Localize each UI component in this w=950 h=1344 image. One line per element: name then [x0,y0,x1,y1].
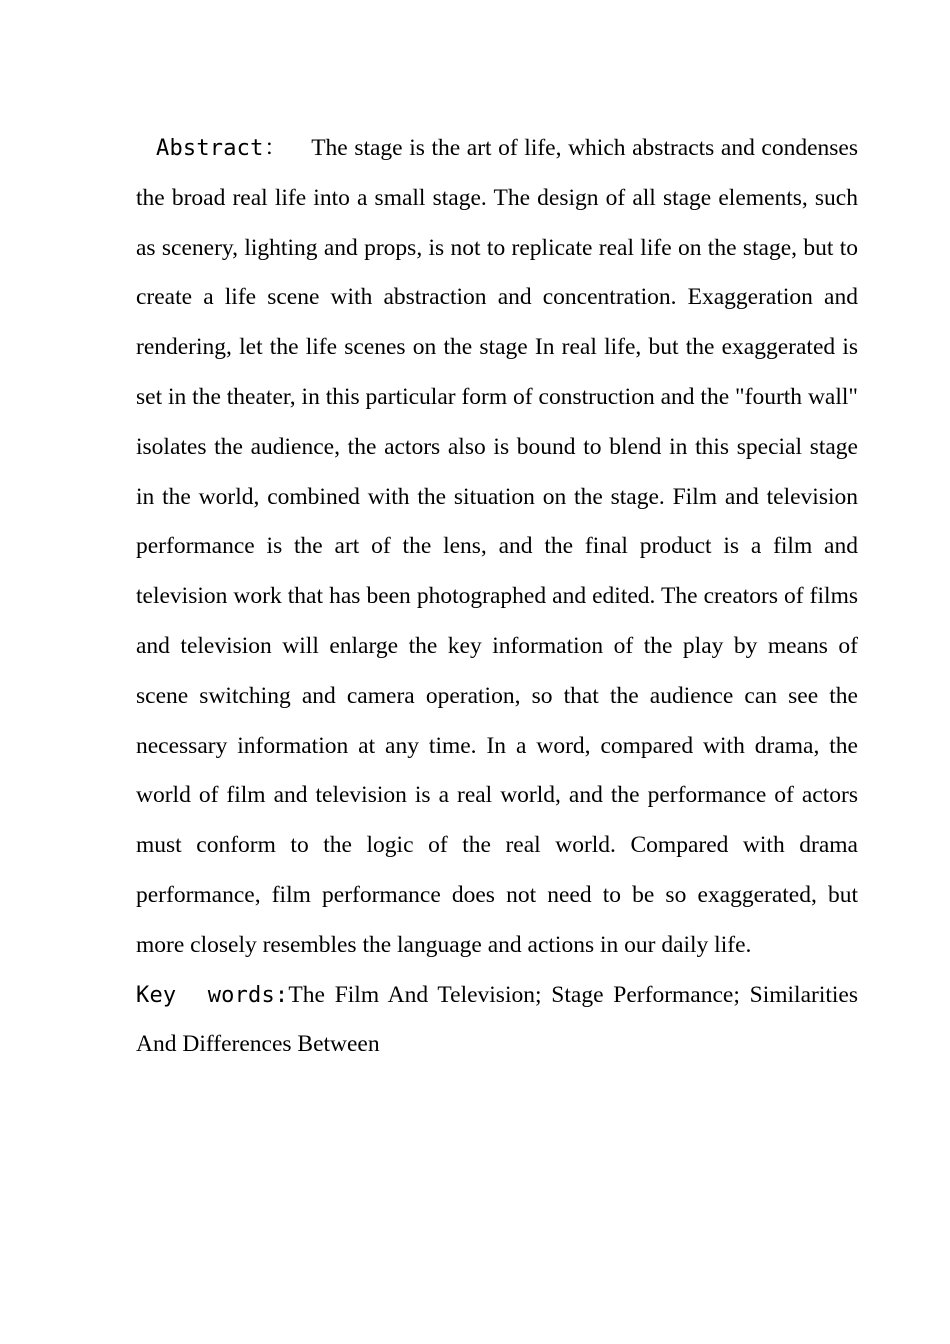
abstract-text: The stage is the art of life, which abstracts and condenses the broad real life into a small stage. The design of all stage elements, such as scenery, lighting and props, is not to replicate real life on the stage, but to create a life scene with abstraction and concentration. Exaggeration and rendering, let the life scenes on the stage In real life, but the exaggerated is set in the theater, in this particular form of construction and the "fourth wall" isolates the audience, the actors also is bound to blend in this special stage in the world, combined with the situation on the stage. Film and television performance is the art of the lens, and the final product is a film and television work that has been photographed and edited. The creators of films and television will enlarge the key information of the play by means of scene switching and camera operation, so that the audience can see the necessary information at any time. In a word, compared with drama, the world of film and television is a real world, and the performance of actors must conform to the logic of the real world. Compared with drama performance, film performance does not need to be so exaggerated, but more closely resembles the language and actions in our daily life. [136,135,859,958]
abstract-label: Abstract： [156,136,288,161]
document-page [136,124,858,1070]
keywords-label: Key words: [136,982,289,1008]
keywords-paragraph [136,971,858,1071]
abstract-paragraph [136,124,858,971]
keywords-text: The Film And Television; Stage Performance; Similarities And Differences Between [136,981,859,1058]
